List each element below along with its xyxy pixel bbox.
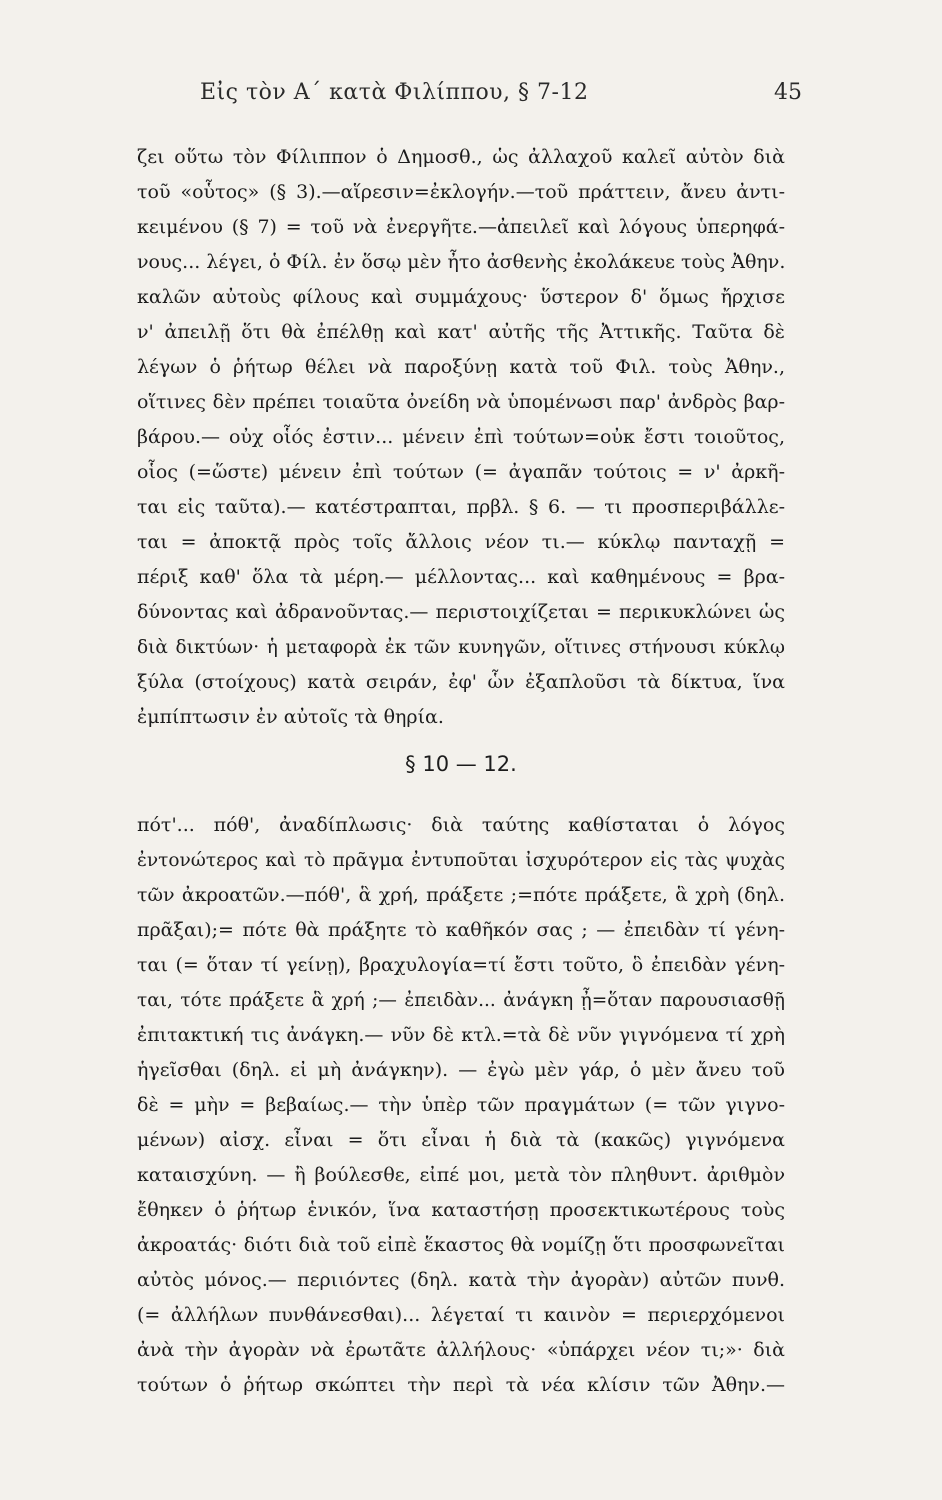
text-line: οἵτινες δὲν πρέπει τοιαῦτα ὀνείδη νὰ ὑπομένωσι παρ' ἀνδρὸς βαρ- [137,391,785,413]
text-line: ξύλα (στοίχους) κατὰ σειράν, ἐφ' ὧν ἐξαπλοῦσι τὰ δίκτυα, ἵνα [137,671,785,693]
text-line: ἀνὰ τὴν ἀγορὰν νὰ ἐρωτᾶτε ἀλλήλους· «ὑπάρχει νέον τι;»· διὰ [137,1339,785,1361]
text-line: λέγων ὁ ῥήτωρ θέλει νὰ παροξύνῃ κατὰ τοῦ Φιλ. τοὺς Ἀθην., [137,356,785,378]
running-title: Εἰς τὸν Α΄ κατὰ Φιλίππου, § 7-12 [200,80,589,105]
text-line: ται εἰς ταῦτα).— κατέστραπται, πρβλ. § 6. — τι προσπεριβάλλε- [137,496,785,518]
text-line: πέριξ καθ' ὅλα τὰ μέρη.— μέλλοντας... καὶ καθημένους = βρα- [137,566,785,588]
text-line: ται = ἀποκτᾷ πρὸς τοῖς ἄλλοις νέον τι.— κύκλῳ πανταχῇ = [137,531,785,553]
section-heading: § 10 — 12. [405,752,517,776]
text-line: μένων) αἰσχ. εἶναι = ὅτι εἶναι ἡ διὰ τὰ (κακῶς) γιγνόμενα [137,1129,785,1151]
text-line: ν' ἀπειλῇ ὅτι θὰ ἐπέλθῃ καὶ κατ' αὐτῆς τῆς Ἀττικῆς. Ταῦτα δὲ [137,321,785,343]
text-line: ται (= ὅταν τί γείνῃ), βραχυλογία=τί ἔστι τοῦτο, ὃ ἐπειδὰν γένη- [137,954,785,976]
text-line: ἔθηκεν ὁ ῥήτωρ ἑνικόν, ἵνα καταστήσῃ προσεκτικωτέρους τοὺς [137,1199,785,1221]
page-number: 45 [774,80,802,105]
text-line: τοῦ «οὗτος» (§ 3).—αἵρεσιν=ἐκλογήν.—τοῦ πράττειν, ἄνευ ἀντι- [137,181,785,203]
text-line: ἐντονώτερος καὶ τὸ πρᾶγμα ἐντυποῦται ἰσχυρότερον εἰς τὰς ψυχὰς [137,850,785,871]
text-line: δύνοντας καὶ ἀδρανοῦντας.— περιστοιχίζεται = περικυκλώνει ὡς [137,601,785,623]
text-line: οἷος (=ὥστε) μένειν ἐπὶ τούτων (= ἀγαπᾶν τούτοις = ν' ἀρκῆ- [137,461,785,483]
commentary-block-1 [137,140,785,735]
text-line: ἀκροατάς· διότι διὰ τοῦ εἰπὲ ἕκαστος θὰ νομίζῃ ὅτι προσφωνεῖται [137,1234,785,1256]
text-line: καλῶν αὐτοὺς φίλους καὶ συμμάχους· ὕστερον δ' ὅμως ἤρχισε [137,286,785,308]
text-line: νους... λέγει, ὁ Φίλ. ἐν ὅσῳ μὲν ἦτο ἀσθενὴς ἐκολάκευε τοὺς Ἀθην. [137,251,785,273]
text-line: δὲ = μὴν = βεβαίως.— τὴν ὑπὲρ τῶν πραγμάτων (= τῶν γιγνο- [137,1094,785,1116]
text-line: ζει οὕτω τὸν Φίλιππον ὁ Δημοσθ., ὡς ἀλλαχοῦ καλεῖ αὐτὸν διὰ [137,146,785,168]
text-line: πότ'... πόθ', ἀναδίπλωσις· διὰ ταύτης καθίσταται ὁ λόγος [137,814,785,836]
text-line: αὐτὸς μόνος.— περιιόντες (δηλ. κατὰ τὴν ἀγορὰν) αὐτῶν πυνθ. [137,1269,785,1291]
text-line: ται, τότε πράξετε ἃ χρή ;— ἐπειδὰν... ἀνάγκη ᾖ=ὅταν παρουσιασθῇ [137,990,785,1011]
text-line: ἐμπίπτωσιν ἐν αὐτοῖς τὰ θηρία. [137,706,444,728]
commentary-block-2 [137,808,785,1403]
text-line: κειμένου (§ 7) = τοῦ νὰ ἐνεργῆτε.—ἀπειλεῖ καὶ λόγους ὑπερηφά- [137,216,785,238]
text-line: τούτων ὁ ῥήτωρ σκώπτει τὴν περὶ τὰ νέα κλίσιν τῶν Ἀθην.— [137,1374,785,1396]
text-line: καταισχύνη. — ἢ βούλεσθε, εἰπέ μοι, μετὰ τὸν πληθυντ. ἀριθμὸν [137,1164,785,1186]
text-line: πρᾶξαι);= πότε θὰ πράξητε τὸ καθῆκόν σας ; — ἐπειδὰν τί γένη- [137,919,785,941]
text-line: τῶν ἀκροατῶν.—πόθ', ἃ χρή, πράξετε ;=πότε πράξετε, ἃ χρὴ (δηλ. [137,884,785,906]
text-line: βάρου.— οὐχ οἷός ἐστιν... μένειν ἐπὶ τούτων=οὐκ ἔστι τοιοῦτος, [137,426,785,448]
text-line: ἡγεῖσθαι (δηλ. εἰ μὴ ἀνάγκην). — ἐγὼ μὲν γάρ, ὁ μὲν ἄνευ τοῦ [137,1059,785,1081]
text-line: διὰ δικτύων· ἡ μεταφορὰ ἐκ τῶν κυνηγῶν, οἵτινες στήνουσι κύκλῳ [137,637,785,658]
text-line: (= ἀλλήλων πυνθάνεσθαι)... λέγεταί τι καινὸν = περιερχόμενοι [137,1304,785,1326]
text-line: ἐπιτακτική τις ἀνάγκη.— νῦν δὲ κτλ.=τὰ δὲ νῦν γιγνόμενα τί χρὴ [137,1024,785,1046]
